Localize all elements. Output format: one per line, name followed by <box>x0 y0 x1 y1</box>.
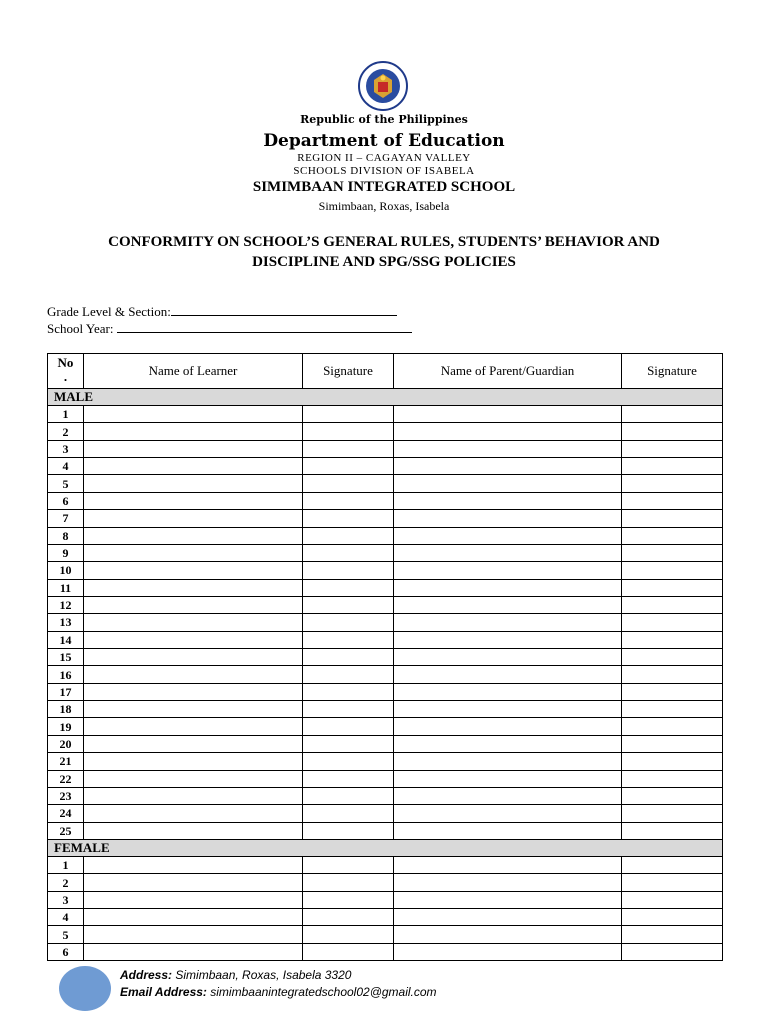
table-row <box>48 631 723 648</box>
email-label: Email Address: <box>120 985 207 999</box>
email-value[interactable]: simimbaanintegratedschool02@gmail.com <box>210 985 437 999</box>
footer-circle-decoration <box>59 966 111 1011</box>
learner-signature-cell[interactable] <box>303 701 394 718</box>
title-line-2: DISCIPLINE AND SPG/SSG POLICIES <box>252 254 516 270</box>
parent-name-cell[interactable] <box>394 631 622 648</box>
learner-signature-cell[interactable] <box>303 874 394 891</box>
row-number: 20 <box>48 735 84 752</box>
header-row <box>48 354 723 389</box>
learner-name-cell[interactable] <box>84 579 303 596</box>
parent-signature-cell[interactable] <box>622 527 723 544</box>
learner-name-cell[interactable] <box>84 926 303 943</box>
parent-signature-cell[interactable] <box>622 753 723 770</box>
parent-signature-cell[interactable] <box>622 770 723 787</box>
parent-name-cell[interactable] <box>394 909 622 926</box>
table-row <box>48 562 723 579</box>
learner-signature-cell[interactable] <box>303 683 394 700</box>
learner-signature-cell[interactable] <box>303 544 394 561</box>
school-location: Simimbaan, Roxas, Isabela <box>318 199 450 213</box>
table-row <box>48 510 723 527</box>
row-number: 21 <box>48 753 84 770</box>
parent-name-cell[interactable] <box>394 787 622 804</box>
row-number: 25 <box>48 822 84 839</box>
table-row <box>48 770 723 787</box>
row-number: 4 <box>48 909 84 926</box>
table-row <box>48 423 723 440</box>
col-no: No . <box>48 354 84 389</box>
learner-name-cell[interactable] <box>84 753 303 770</box>
row-number: 22 <box>48 770 84 787</box>
row-number: 17 <box>48 683 84 700</box>
row-number: 14 <box>48 631 84 648</box>
grade-level-label: Grade Level & Section: <box>47 304 171 319</box>
parent-signature-cell[interactable] <box>622 458 723 475</box>
parent-signature-cell[interactable] <box>622 596 723 613</box>
learner-name-cell[interactable] <box>84 805 303 822</box>
deped-seal-icon <box>346 60 420 112</box>
learner-signature-cell[interactable] <box>303 909 394 926</box>
parent-name-cell[interactable] <box>394 874 622 891</box>
parent-signature-cell[interactable] <box>622 683 723 700</box>
learner-signature-cell[interactable] <box>303 510 394 527</box>
table-row <box>48 458 723 475</box>
learner-signature-cell[interactable] <box>303 527 394 544</box>
school-year-field <box>47 321 412 337</box>
learner-signature-cell[interactable] <box>303 423 394 440</box>
learner-name-cell[interactable] <box>84 787 303 804</box>
table-row <box>48 943 723 960</box>
learner-signature-cell[interactable] <box>303 475 394 492</box>
row-number: 4 <box>48 458 84 475</box>
table-row <box>48 856 723 873</box>
learner-signature-cell[interactable] <box>303 753 394 770</box>
row-number: 23 <box>48 787 84 804</box>
department-name: Department of Education <box>263 131 505 151</box>
parent-name-cell[interactable] <box>394 649 622 666</box>
learner-name-cell[interactable] <box>84 562 303 579</box>
roster-body <box>48 389 723 961</box>
parent-name-cell[interactable] <box>394 856 622 873</box>
parent-name-cell[interactable] <box>394 458 622 475</box>
learner-signature-cell[interactable] <box>303 406 394 423</box>
learner-signature-cell[interactable] <box>303 492 394 509</box>
learner-signature-cell[interactable] <box>303 822 394 839</box>
parent-name-cell[interactable] <box>394 943 622 960</box>
learner-name-cell[interactable] <box>84 596 303 613</box>
row-number: 6 <box>48 492 84 509</box>
parent-signature-cell[interactable] <box>622 666 723 683</box>
learner-name-cell[interactable] <box>84 458 303 475</box>
row-number: 11 <box>48 579 84 596</box>
parent-signature-cell[interactable] <box>622 718 723 735</box>
learner-name-cell[interactable] <box>84 718 303 735</box>
parent-signature-cell[interactable] <box>622 510 723 527</box>
row-number: 2 <box>48 874 84 891</box>
section-row-male <box>48 389 723 406</box>
learner-name-cell[interactable] <box>84 701 303 718</box>
footer-address <box>120 968 351 982</box>
row-number: 12 <box>48 596 84 613</box>
table-row <box>48 683 723 700</box>
table-row <box>48 701 723 718</box>
table-row <box>48 805 723 822</box>
table-row <box>48 649 723 666</box>
learner-signature-cell[interactable] <box>303 787 394 804</box>
learner-name-cell[interactable] <box>84 631 303 648</box>
learner-name-cell[interactable] <box>84 510 303 527</box>
table-row <box>48 440 723 457</box>
parent-name-cell[interactable] <box>394 475 622 492</box>
parent-signature-cell[interactable] <box>622 787 723 804</box>
learner-signature-cell[interactable] <box>303 735 394 752</box>
learner-name-cell[interactable] <box>84 527 303 544</box>
parent-signature-cell[interactable] <box>622 909 723 926</box>
parent-signature-cell[interactable] <box>622 562 723 579</box>
parent-signature-cell[interactable] <box>622 579 723 596</box>
parent-signature-cell[interactable] <box>622 874 723 891</box>
table-row <box>48 596 723 613</box>
parent-name-cell[interactable] <box>394 562 622 579</box>
learner-name-cell[interactable] <box>84 492 303 509</box>
table-row <box>48 475 723 492</box>
parent-name-cell[interactable] <box>394 770 622 787</box>
division-line: SCHOOLS DIVISION OF ISABELA <box>293 165 475 177</box>
learner-signature-cell[interactable] <box>303 649 394 666</box>
table-row <box>48 753 723 770</box>
parent-name-cell[interactable] <box>394 579 622 596</box>
learner-name-cell[interactable] <box>84 666 303 683</box>
title-line-1: CONFORMITY ON SCHOOL’S GENERAL RULES, STUDENTS’ BEHAVIOR AND <box>108 234 660 250</box>
learner-name-cell[interactable] <box>84 423 303 440</box>
parent-signature-cell[interactable] <box>622 631 723 648</box>
parent-name-cell[interactable] <box>394 683 622 700</box>
learner-name-cell[interactable] <box>84 856 303 873</box>
table-row <box>48 527 723 544</box>
row-number: 3 <box>48 440 84 457</box>
parent-signature-cell[interactable] <box>622 701 723 718</box>
parent-signature-cell[interactable] <box>622 822 723 839</box>
table-row <box>48 718 723 735</box>
parent-name-cell[interactable] <box>394 822 622 839</box>
table-row <box>48 735 723 752</box>
footer-email <box>120 985 437 999</box>
parent-name-cell[interactable] <box>394 510 622 527</box>
learner-name-cell[interactable] <box>84 406 303 423</box>
learner-signature-cell[interactable] <box>303 891 394 908</box>
learner-name-cell[interactable] <box>84 822 303 839</box>
parent-name-cell[interactable] <box>394 614 622 631</box>
learner-name-cell[interactable] <box>84 440 303 457</box>
row-number: 7 <box>48 510 84 527</box>
parent-signature-cell[interactable] <box>622 891 723 908</box>
table-row <box>48 787 723 804</box>
parent-name-cell[interactable] <box>394 527 622 544</box>
row-number: 24 <box>48 805 84 822</box>
roster-table <box>47 353 723 961</box>
table-row <box>48 926 723 943</box>
parent-signature-cell[interactable] <box>622 544 723 561</box>
learner-signature-cell[interactable] <box>303 666 394 683</box>
learner-signature-cell[interactable] <box>303 562 394 579</box>
parent-name-cell[interactable] <box>394 544 622 561</box>
school-year-line[interactable] <box>117 321 412 333</box>
parent-signature-cell[interactable] <box>622 735 723 752</box>
parent-signature-cell[interactable] <box>622 475 723 492</box>
parent-name-cell[interactable] <box>394 753 622 770</box>
learner-signature-cell[interactable] <box>303 805 394 822</box>
col-signature-1: Signature <box>303 354 394 389</box>
parent-signature-cell[interactable] <box>622 926 723 943</box>
section-label: FEMALE <box>48 839 723 856</box>
parent-signature-cell[interactable] <box>622 805 723 822</box>
learner-name-cell[interactable] <box>84 891 303 908</box>
parent-name-cell[interactable] <box>394 440 622 457</box>
learner-signature-cell[interactable] <box>303 596 394 613</box>
row-number: 9 <box>48 544 84 561</box>
table-row <box>48 544 723 561</box>
table-row <box>48 874 723 891</box>
learner-name-cell[interactable] <box>84 475 303 492</box>
parent-signature-cell[interactable] <box>622 492 723 509</box>
parent-signature-cell[interactable] <box>622 649 723 666</box>
table-row <box>48 666 723 683</box>
table-row <box>48 891 723 908</box>
parent-name-cell[interactable] <box>394 423 622 440</box>
row-number: 15 <box>48 649 84 666</box>
learner-name-cell[interactable] <box>84 943 303 960</box>
learner-signature-cell[interactable] <box>303 856 394 873</box>
row-number: 2 <box>48 423 84 440</box>
region-line: REGION II – CAGAYAN VALLEY <box>297 152 471 164</box>
learner-signature-cell[interactable] <box>303 718 394 735</box>
grade-level-field <box>47 304 397 320</box>
section-label: MALE <box>48 389 723 406</box>
section-row-female <box>48 839 723 856</box>
learner-name-cell[interactable] <box>84 735 303 752</box>
document-title <box>30 232 738 272</box>
parent-name-cell[interactable] <box>394 805 622 822</box>
learner-name-cell[interactable] <box>84 544 303 561</box>
row-number: 1 <box>48 406 84 423</box>
col-signature-2: Signature <box>622 354 723 389</box>
parent-signature-cell[interactable] <box>622 856 723 873</box>
parent-name-cell[interactable] <box>394 596 622 613</box>
school-name: SIMIMBAAN INTEGRATED SCHOOL <box>252 179 516 195</box>
address-value: Simimbaan, Roxas, Isabela 3320 <box>175 968 352 982</box>
parent-name-cell[interactable] <box>394 735 622 752</box>
table-row <box>48 909 723 926</box>
row-number: 6 <box>48 943 84 960</box>
row-number: 1 <box>48 856 84 873</box>
grade-level-line[interactable] <box>171 304 397 316</box>
table-row <box>48 579 723 596</box>
row-number: 5 <box>48 475 84 492</box>
parent-name-cell[interactable] <box>394 891 622 908</box>
address-label: Address: <box>120 968 173 982</box>
row-number: 10 <box>48 562 84 579</box>
parent-signature-cell[interactable] <box>622 614 723 631</box>
learner-signature-cell[interactable] <box>303 943 394 960</box>
learner-signature-cell[interactable] <box>303 614 394 631</box>
col-parent: Name of Parent/Guardian <box>394 354 622 389</box>
table-row <box>48 406 723 423</box>
table-row <box>48 492 723 509</box>
parent-name-cell[interactable] <box>394 666 622 683</box>
learner-name-cell[interactable] <box>84 614 303 631</box>
learner-signature-cell[interactable] <box>303 631 394 648</box>
row-number: 3 <box>48 891 84 908</box>
parent-name-cell[interactable] <box>394 492 622 509</box>
learner-name-cell[interactable] <box>84 909 303 926</box>
parent-name-cell[interactable] <box>394 406 622 423</box>
learner-signature-cell[interactable] <box>303 458 394 475</box>
learner-name-cell[interactable] <box>84 649 303 666</box>
parent-signature-cell[interactable] <box>622 423 723 440</box>
learner-signature-cell[interactable] <box>303 579 394 596</box>
school-year-label: School Year: <box>47 321 114 336</box>
parent-signature-cell[interactable] <box>622 943 723 960</box>
republic-line: Republic of the Philippines <box>300 113 468 126</box>
learner-signature-cell[interactable] <box>303 926 394 943</box>
learner-name-cell[interactable] <box>84 874 303 891</box>
row-number: 19 <box>48 718 84 735</box>
learner-signature-cell[interactable] <box>303 440 394 457</box>
table-row <box>48 822 723 839</box>
row-number: 18 <box>48 701 84 718</box>
parent-name-cell[interactable] <box>394 718 622 735</box>
row-number: 13 <box>48 614 84 631</box>
learner-name-cell[interactable] <box>84 683 303 700</box>
parent-name-cell[interactable] <box>394 701 622 718</box>
parent-signature-cell[interactable] <box>622 440 723 457</box>
learner-signature-cell[interactable] <box>303 770 394 787</box>
table-row <box>48 614 723 631</box>
learner-name-cell[interactable] <box>84 770 303 787</box>
parent-name-cell[interactable] <box>394 926 622 943</box>
row-number: 5 <box>48 926 84 943</box>
row-number: 16 <box>48 666 84 683</box>
col-learner: Name of Learner <box>84 354 303 389</box>
row-number: 8 <box>48 527 84 544</box>
parent-signature-cell[interactable] <box>622 406 723 423</box>
